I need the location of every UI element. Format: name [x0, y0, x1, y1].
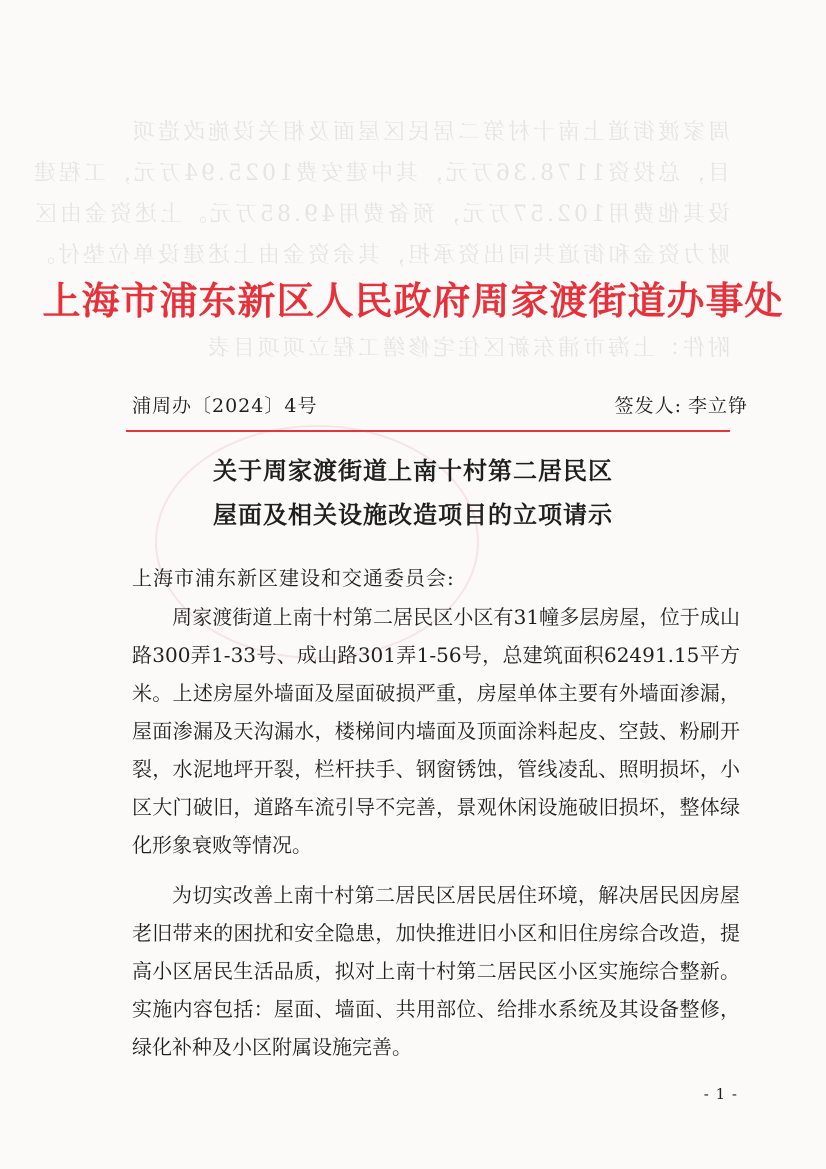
document-title: [0, 449, 826, 537]
issuer: [615, 391, 748, 418]
page-number: - 1 -: [703, 1085, 738, 1103]
issuer-label: 签发人:: [614, 395, 682, 417]
document-number: 浦周办〔2024〕4号: [132, 395, 318, 417]
issuer-name: 李立铮: [687, 395, 748, 417]
red-separator-line: [126, 430, 730, 432]
body-paragraph: 周家渡街道上南十村第二居民区小区有31幢多层房屋，位于成山路300弄1-33号、成山路301弄1-56号，总建筑面积62491.15平方米。上述房屋外墙面及屋面破损严重，房屋单体主要有外墙面渗漏，屋面渗漏及天沟漏水，楼梯间内墙面及顶面涂料起皮、空鼓、粉刷开裂，水泥地坪开裂，栏杆扶手、钢窗锈蚀，管线凌乱、照明损坏，小区大门破旧，道路车流引导不完善，景观休闲设施破旧损坏，整体绿化形象衰败等情况。: [132, 605, 740, 857]
body-paragraph: 为切实改善上南十村第二居民区居民居住环境，解决居民因房屋老旧带来的困扰和安全隐患，加快推进旧小区和旧住房综合改造，提高小区居民生活品质，拟对上南十村第二居民区小区实施综合整新。实施内容包括：屋面、墙面、共用部位、给排水系统及其设备整修，绿化补种及小区附属设施完善。: [132, 883, 740, 1059]
body-text: [132, 598, 740, 1066]
document-title-line-1: 关于周家渡街道上南十村第二居民区: [213, 456, 613, 485]
issuing-authority-title: 上海市浦东新区人民政府周家渡街道办事处: [42, 278, 784, 323]
document-title-line-2: 屋面及相关设施改造项目的立项请示: [213, 500, 613, 529]
salutation: 上海市浦东新区建设和交通委员会:: [132, 566, 455, 590]
bleed-through-decoration: 周家渡街道上南十村第二居民区屋面及相关设施改造项 目，总投资1178.36万元，其中建安费1025.94万元，工程建 设其他费用102.57万元，预备费用49.85万元。上述资金由区 财力资金和街道共同出资承担，其余资金由上述建设单位垫付。 附件：上海市浦东新区住宅修缮工程立项项目表: [29, 120, 730, 361]
